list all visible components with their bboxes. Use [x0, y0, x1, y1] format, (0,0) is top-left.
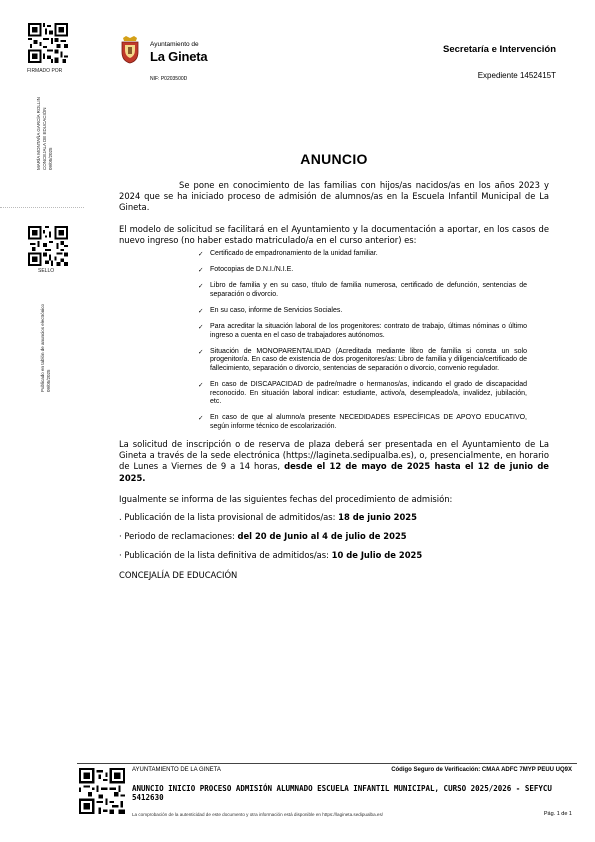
submission-paragraph: La solicitud de inscripción o de reserva de plaza deberá ser presentada en el Ayuntamiento de La Gineta a través de la sede electrónica (https://lagineta.sedipualba.es), o, presencialmente, en horario de Lunes a Viernes de 9 a 14 horas, desde el 12 de mayo de 2025 hasta el 12 de junio de 2025. [119, 438, 549, 483]
seal-line: Publicado en tablón de anuncios electrónico [40, 303, 45, 392]
check-icon: ✓ [198, 282, 204, 291]
signed-by-label: FIRMADO POR [27, 68, 63, 74]
check-icon: ✓ [198, 380, 204, 389]
seal-info [40, 304, 52, 392]
list-item: ✓ En caso de DISCAPACIDAD de padre/madre o hermanos/as, indicando el grado de discapacidad reconocido. En situación laboral indicar: estudiante, activo/a, desempleado/a, invalidez, jubilación, etc. [198, 380, 527, 406]
seal-line: 09/05/2025 [46, 369, 51, 392]
check-icon: ✓ [198, 322, 204, 331]
list-item: ✓ Certificado de empadronamiento de la unidad familiar. [198, 250, 378, 259]
check-icon: ✓ [198, 266, 204, 275]
seal-qr-code [28, 226, 68, 266]
date-final-list: · Publicación de la lista definitiva de admitidos/as: 10 de Julio de 2025 [119, 550, 423, 561]
document-title: ANUNCIO [300, 151, 368, 167]
check-icon: ✓ [198, 347, 204, 356]
list-item: ✓ Fotocopias de D.N.I./N.I.E. [198, 266, 294, 275]
footer-divider [77, 763, 577, 764]
list-item: ✓ En su caso, informe de Servicios Sociales. [198, 306, 343, 315]
date-claims-period: · Periodo de reclamaciones: del 20 de Junio al 4 de julio de 2025 [119, 531, 407, 542]
signer-line: 09/05/2025 [48, 147, 53, 170]
document-subject: ANUNCIO INICIO PROCESO ADMISIÓN ALUMNADO ESCUELA INFANTIL MUNICIPAL, CURSO 2025/2026 - SEFYCU 5412630 [132, 784, 552, 802]
check-icon: ✓ [198, 250, 204, 259]
page-number: Pág. 1 de 1 [543, 811, 572, 817]
town-name: La Gineta [150, 49, 208, 64]
requirements-list [119, 250, 549, 431]
signer-info [36, 97, 54, 170]
list-item: ✓ En caso de que al alumno/a presente NECEDIDADES ESPECÍFICAS DE APOYO EDUCATIVO, según informe técnico de escolarización. [198, 414, 527, 430]
ayuntamiento-label: Ayuntamiento de [150, 41, 199, 48]
expediente-number: Expediente 1452415T [477, 71, 556, 80]
date-provisional-list: . Publicación de la lista provisional de admitidos/as: 18 de junio 2025 [119, 511, 417, 522]
list-item: ✓ Libro de familia y en su caso, título de familia numerosa, certificado de defunción, sentencias de separación o divorcio. [198, 282, 527, 298]
nif-text: NIF: P0203500D [150, 76, 188, 82]
department-title: Secretaría e Intervención [443, 44, 556, 55]
check-icon: ✓ [198, 414, 204, 423]
list-item: ✓ Situación de MONOPARENTALIDAD (Acreditada mediante libro de familia si consta un solo progenitor/a. En caso de existencia de dos progenitores/as: Libro de familia y diligencia/certificado de fallecimiento, separación o divorcio, sentencias de separación o divorcio, convenio regulador. [198, 347, 527, 372]
signature-qr-code [28, 23, 68, 63]
verification-note: La comprobación de la autenticidad de este documento y otra información está disponible en https://lagineta.sedipualba.es/ [132, 812, 384, 817]
signature-block: CONCEJALÍA DE EDUCACIÓN [119, 569, 238, 580]
seal-label: SELLO [38, 268, 55, 274]
submission-dates: desde el 12 de mayo de 2025 hasta el 12 de junio de 2025. [119, 461, 549, 483]
signer-line: CONCEJALA DE EDUCACIÓN [42, 107, 47, 170]
verification-code: Código Seguro de Verificación: CMAA ADFC 7MYP PEUU UQ9X [391, 767, 572, 773]
check-icon: ✓ [198, 306, 204, 315]
coat-of-arms-logo [119, 36, 141, 64]
dates-intro: Igualmente se informa de las siguientes fechas del procedimiento de admisión: [119, 493, 453, 504]
intro-paragraph: Se pone en conocimiento de las familias con hijos/as nacidos/as en los años 2023 y 2024 que se ha iniciado proceso de admisión de alumnos/as en la Escuela Infantil Municipal de La Gineta. [119, 180, 549, 213]
footer-ayuntamiento: AYUNTAMIENTO DE LA GINETA [132, 767, 221, 773]
document-body [119, 180, 549, 581]
footer-qr-code [79, 768, 125, 814]
list-item: ✓ Para acreditar la situación laboral de los progenitores: contrato de trabajo, últimas nóminas o último ingreso a cuenta en el caso de trabajadores autónomos. [198, 322, 527, 339]
model-paragraph: El modelo de solicitud se facilitará en el Ayuntamiento y la documentación a aportar, en los casos de nuevo ingreso (no haber estado matriculado/a en el curso anterior) es: [119, 223, 549, 245]
sidebar-divider [0, 207, 84, 208]
signer-line: MARÍA MONTAÑA GARCÍA ROLLIN [36, 97, 41, 170]
